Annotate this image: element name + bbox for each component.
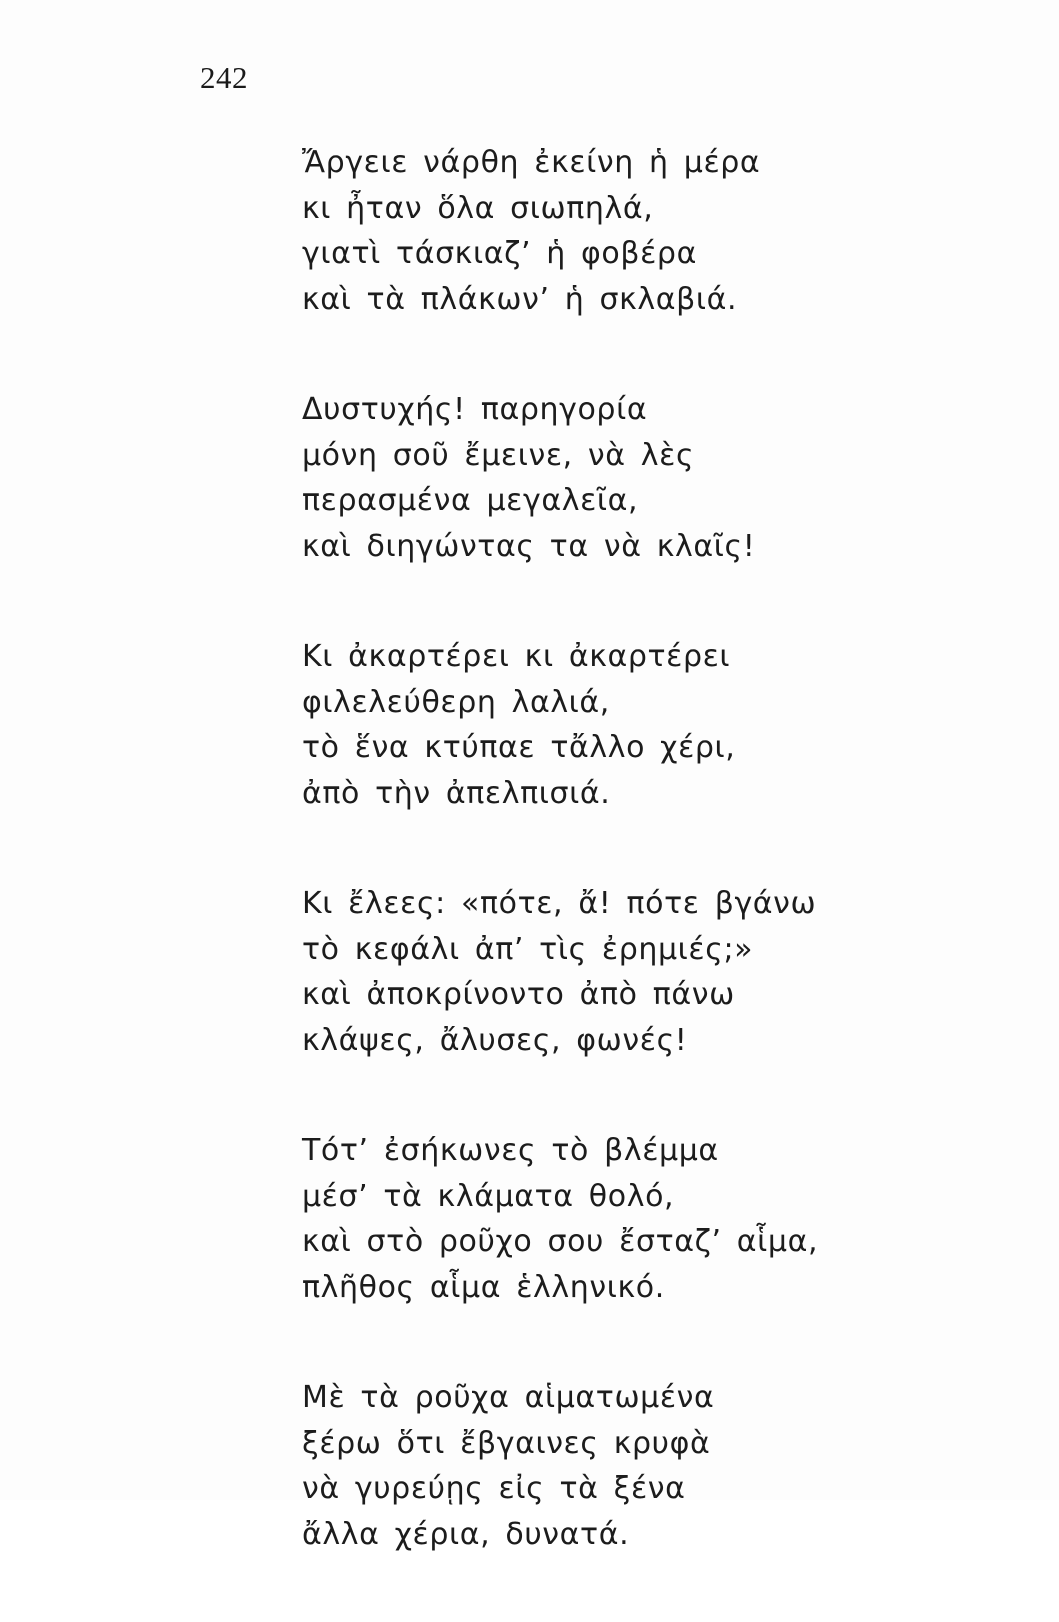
poem	[302, 140, 942, 1622]
stanza-5	[302, 1128, 942, 1310]
poem-line: καὶ στὸ ροῦχο σου ἔσταζ’ αἷμα,	[302, 1224, 819, 1259]
poem-line: Κι ἀκαρτέρει κι ἀκαρτέρει	[302, 639, 731, 674]
poem-line: Δυστυχής! παρηγορία	[302, 392, 648, 427]
poem-line: ἀπὸ τὴν ἀπελπισιά.	[302, 775, 611, 811]
poem-line: πλῆθος αἷμα ἑλληνικό.	[302, 1269, 665, 1305]
stanza-3	[302, 634, 942, 816]
poem-line: ἄλλα χέρια, δυνατά.	[302, 1516, 630, 1552]
stanza-4	[302, 881, 942, 1063]
poem-line: καὶ ἀποκρίνοντο ἀπὸ πάνω	[302, 977, 735, 1012]
stanza-1	[302, 140, 942, 322]
poem-line: γιατὶ τάσκιαζ’ ἡ φοβέρα	[302, 236, 697, 271]
poem-line: τὸ κεφάλι ἀπ’ τὶς ἐρημιές;»	[302, 931, 754, 967]
poem-line: κλάψες, ἄλυσες, φωνές!	[302, 1022, 688, 1058]
poem-line: Τότ’ ἐσήκωνες τὸ βλέμμα	[302, 1133, 719, 1168]
poem-line: νὰ γυρεύῃς εἰς τὰ ξένα	[302, 1471, 686, 1506]
poem-line: μέσ’ τὰ κλάματα θολό,	[302, 1178, 675, 1214]
poem-line: καὶ τὰ πλάκων’ ἡ σκλαβιά.	[302, 281, 738, 317]
poem-line: τὸ ἕνα κτύπαε τἄλλο χέρι,	[302, 730, 736, 765]
page-number: 242	[200, 60, 248, 95]
poem-line: περασμένα μεγαλεῖα,	[302, 483, 639, 518]
stanza-2	[302, 387, 942, 569]
poem-line: Κι ἔλεες: «πότε, ἄ! πότε βγάνω	[302, 886, 817, 921]
poem-line: ξέρω ὅτι ἔβγαινες κρυφὰ	[302, 1425, 711, 1461]
poem-line: Ἄργειε νάρθη ἐκείνη ἡ μέρα	[302, 145, 761, 180]
poem-line: φιλελεύθερη λαλιά,	[302, 684, 610, 720]
poem-line: Μὲ τὰ ροῦχα αἱματωμένα	[302, 1380, 715, 1415]
poem-line: μόνη σοῦ ἔμεινε, νὰ λὲς	[302, 437, 695, 473]
poem-line: κι ἦταν ὅλα σιωπηλά,	[302, 190, 654, 226]
poem-line: καὶ διηγώντας τα νὰ κλαῖς!	[302, 528, 756, 564]
stanza-6	[302, 1375, 942, 1557]
